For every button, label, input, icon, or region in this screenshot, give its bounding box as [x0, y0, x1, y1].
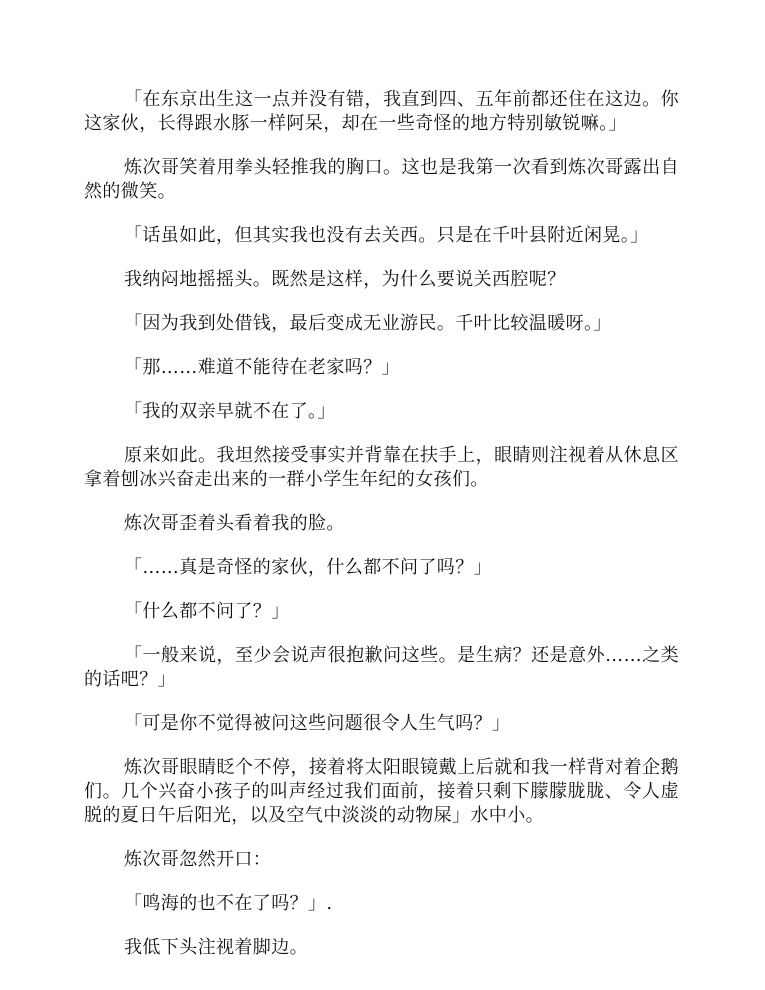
paragraph: 「那……难道不能待在老家吗？」 [124, 357, 400, 378]
paragraph: 「鸣海的也不在了吗？」. [124, 893, 333, 914]
paragraph: 「话虽如此，但其实我也没有去关西。只是在千叶县附近闲晃。」 [124, 225, 649, 246]
paragraph: 原来如此。我坦然接受事实并背靠在扶手上，眼睛则注视着从休息区拿着刨冰兴奋走出来的一群小学生年纪的女孩们。 [84, 445, 679, 490]
paragraph: 炼次哥笑着用拳头轻推我的胸口。这也是我第一次看到炼次哥露出自然的微笑。 [84, 157, 679, 202]
paragraph: 「我的双亲早就不在了。」 [124, 401, 336, 422]
paragraph: 「可是你不觉得被问这些问题很令人生气吗？」 [124, 713, 511, 734]
paragraph: 我低下头注视着脚边。 [124, 937, 308, 958]
paragraph: 「一般来说，至少会说声很抱歉问这些。是生病？还是意外……之类的话吧？」 [84, 645, 679, 690]
paragraph: 我纳闷地摇摇头。既然是这样，为什么要说关西腔呢？ [124, 269, 566, 290]
paragraph: 炼次哥眼睛眨个不停，接着将太阳眼镜戴上后就和我一样背对着企鹅们。几个兴奋小孩子的叫声经过我们面前，接着只剩下朦朦胧胧、令人虚脱的夏日午后阳光，以及空气中淡淡的动物屎」水中小。 [84, 757, 679, 826]
paragraph: 「……真是奇怪的家伙，什么都不问了吗？」 [124, 557, 492, 578]
paragraph: 「什么都不问了？」 [124, 601, 290, 622]
paragraph: 「在东京出生这一点并没有错，我直到四、五年前都还住在这边。你这家伙，长得跟水豚一样阿呆，却在一些奇怪的地方特别敏锐嘛。」 [84, 89, 679, 134]
paragraph: 炼次哥忽然开口： [124, 849, 272, 870]
paragraph: 炼次哥歪着头看着我的脸。 [124, 513, 345, 534]
paragraph: 「因为我到处借钱，最后变成无业游民。千叶比较温暖呀。」 [124, 313, 612, 334]
